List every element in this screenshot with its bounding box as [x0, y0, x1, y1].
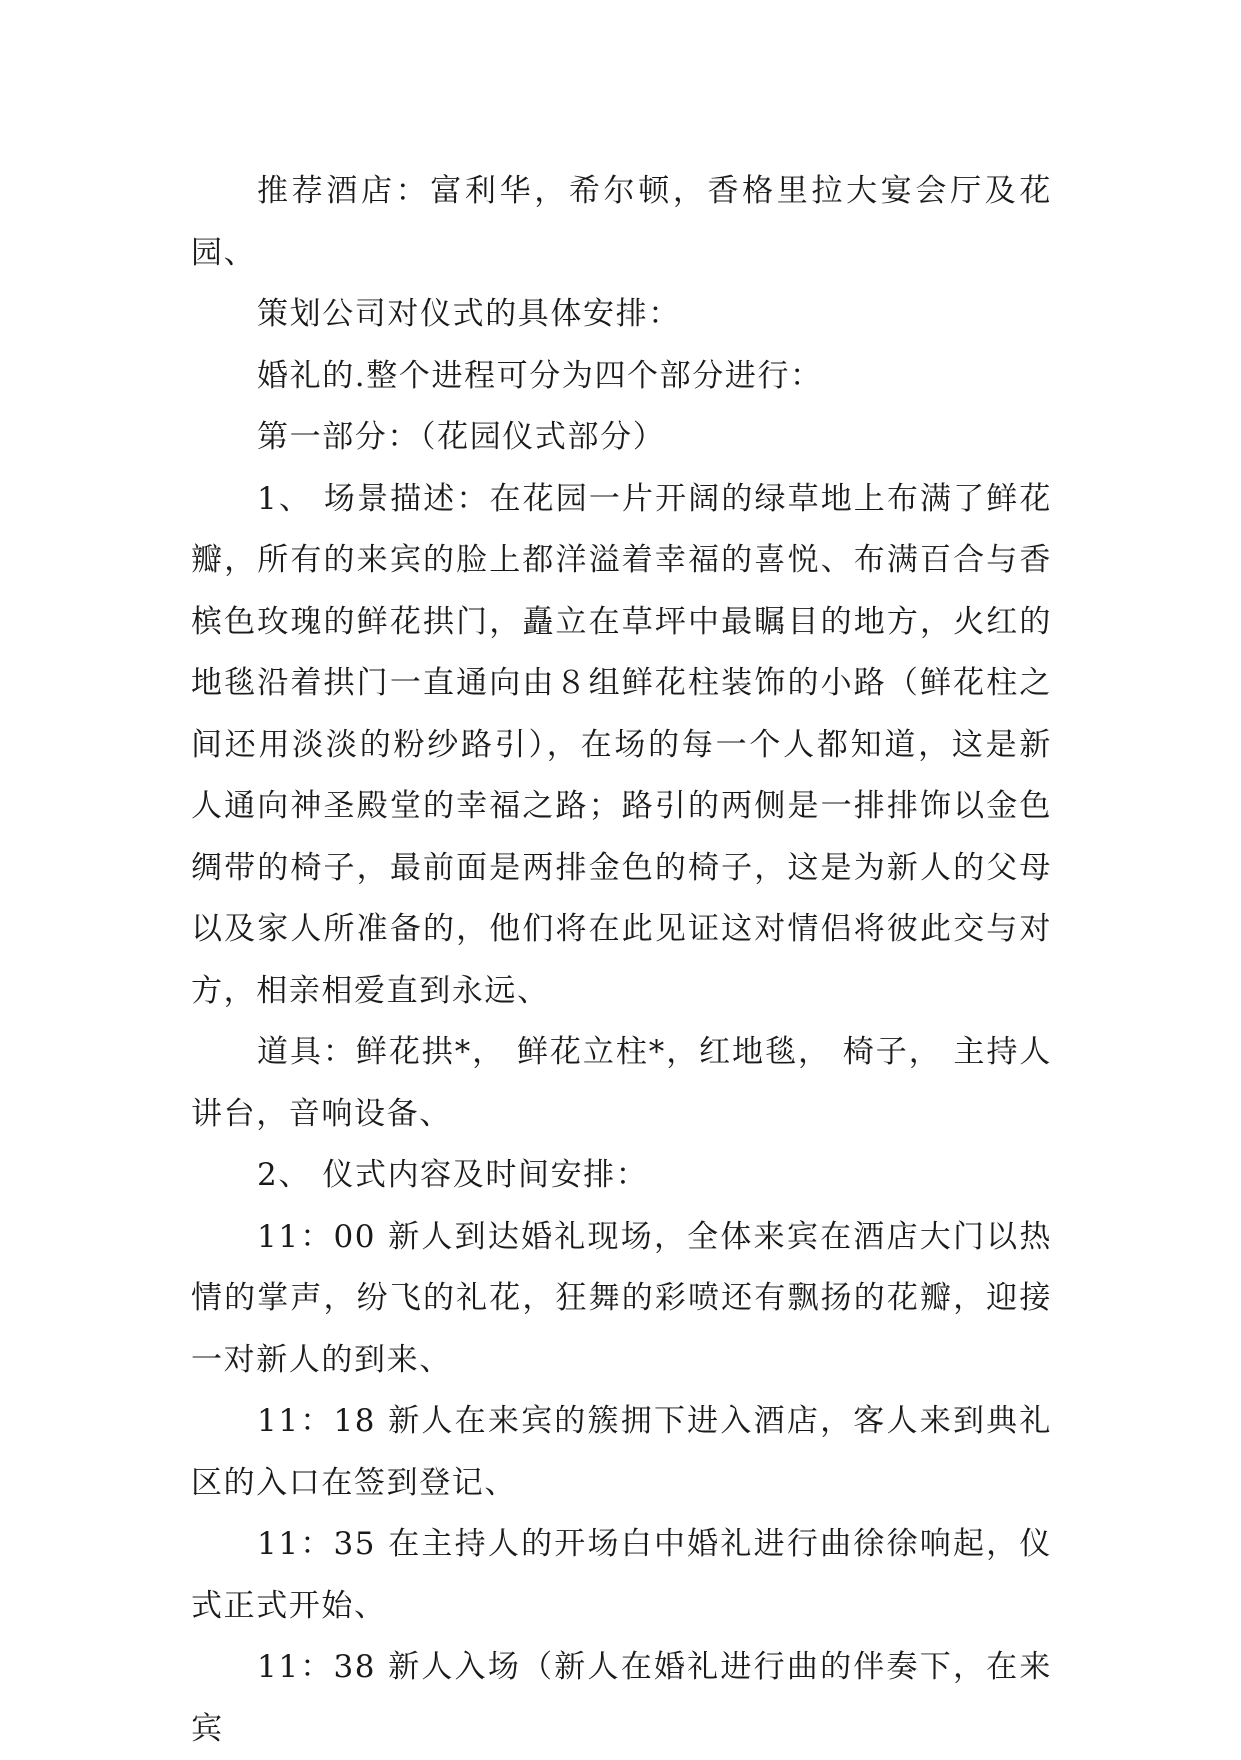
paragraph-four-parts: 婚礼的.整个进程可分为四个部分进行： — [257, 357, 823, 394]
document-body — [191, 161, 1052, 1760]
paragraph-scene-description: 1、 场景描述：在花园一片开阔的绿草地上布满了鲜花瓣，所有的来宾的脸上都洋溢着幸福的喜悦、布满百合与香槟色玫瑰的鲜花拱门，矗立在草坪中最瞩目的地方，火红的地毯沿着拱门一直通向由８组鲜花柱装饰的小路（鲜花柱之间还用淡淡的粉纱路引），在场的每一个人都知道，这是新人通向神圣殿堂的幸福之路；路引的两侧是一排排饰以金色绸带的椅子，最前面是两排金色的椅子，这是为新人的父母以及家人所准备的，他们将在此见证这对情侣将彼此交与对方，相亲相爱直到永远、 — [191, 480, 1052, 1009]
paragraph-schedule-1100: 11：00 新人到达婚礼现场，全体来宾在酒店大门以热情的掌声，纷飞的礼花，狂舞的彩喷还有飘扬的花瓣，迎接一对新人的到来、 — [191, 1218, 1052, 1378]
paragraph-schedule-1135: 11：35 在主持人的开场白中婚礼进行曲徐徐响起，仪式正式开始、 — [191, 1526, 1052, 1624]
paragraph-schedule-1118: 11：18 新人在来宾的簇拥下进入酒店，客人来到典礼区的入口在签到登记、 — [191, 1403, 1052, 1501]
paragraph-schedule-1138: 11：38 新人入场（新人在婚礼进行曲的伴奏下，在来宾 — [191, 1649, 1052, 1747]
paragraph-ceremony-arrangement: 策划公司对仪式的具体安排： — [257, 296, 681, 332]
paragraph-schedule-heading: 2、 仪式内容及时间安排： — [257, 1157, 649, 1193]
paragraph-part-one-heading: 第一部分：（花园仪式部分） — [257, 419, 666, 455]
paragraph-props: 道具：鲜花拱*， 鲜花立柱*，红地毯， 椅子， 主持人讲台，音响设备、 — [191, 1034, 1052, 1132]
paragraph-recommended-hotels: 推荐酒店：富利华，希尔顿，香格里拉大宴会厅及花园、 — [191, 173, 1052, 271]
